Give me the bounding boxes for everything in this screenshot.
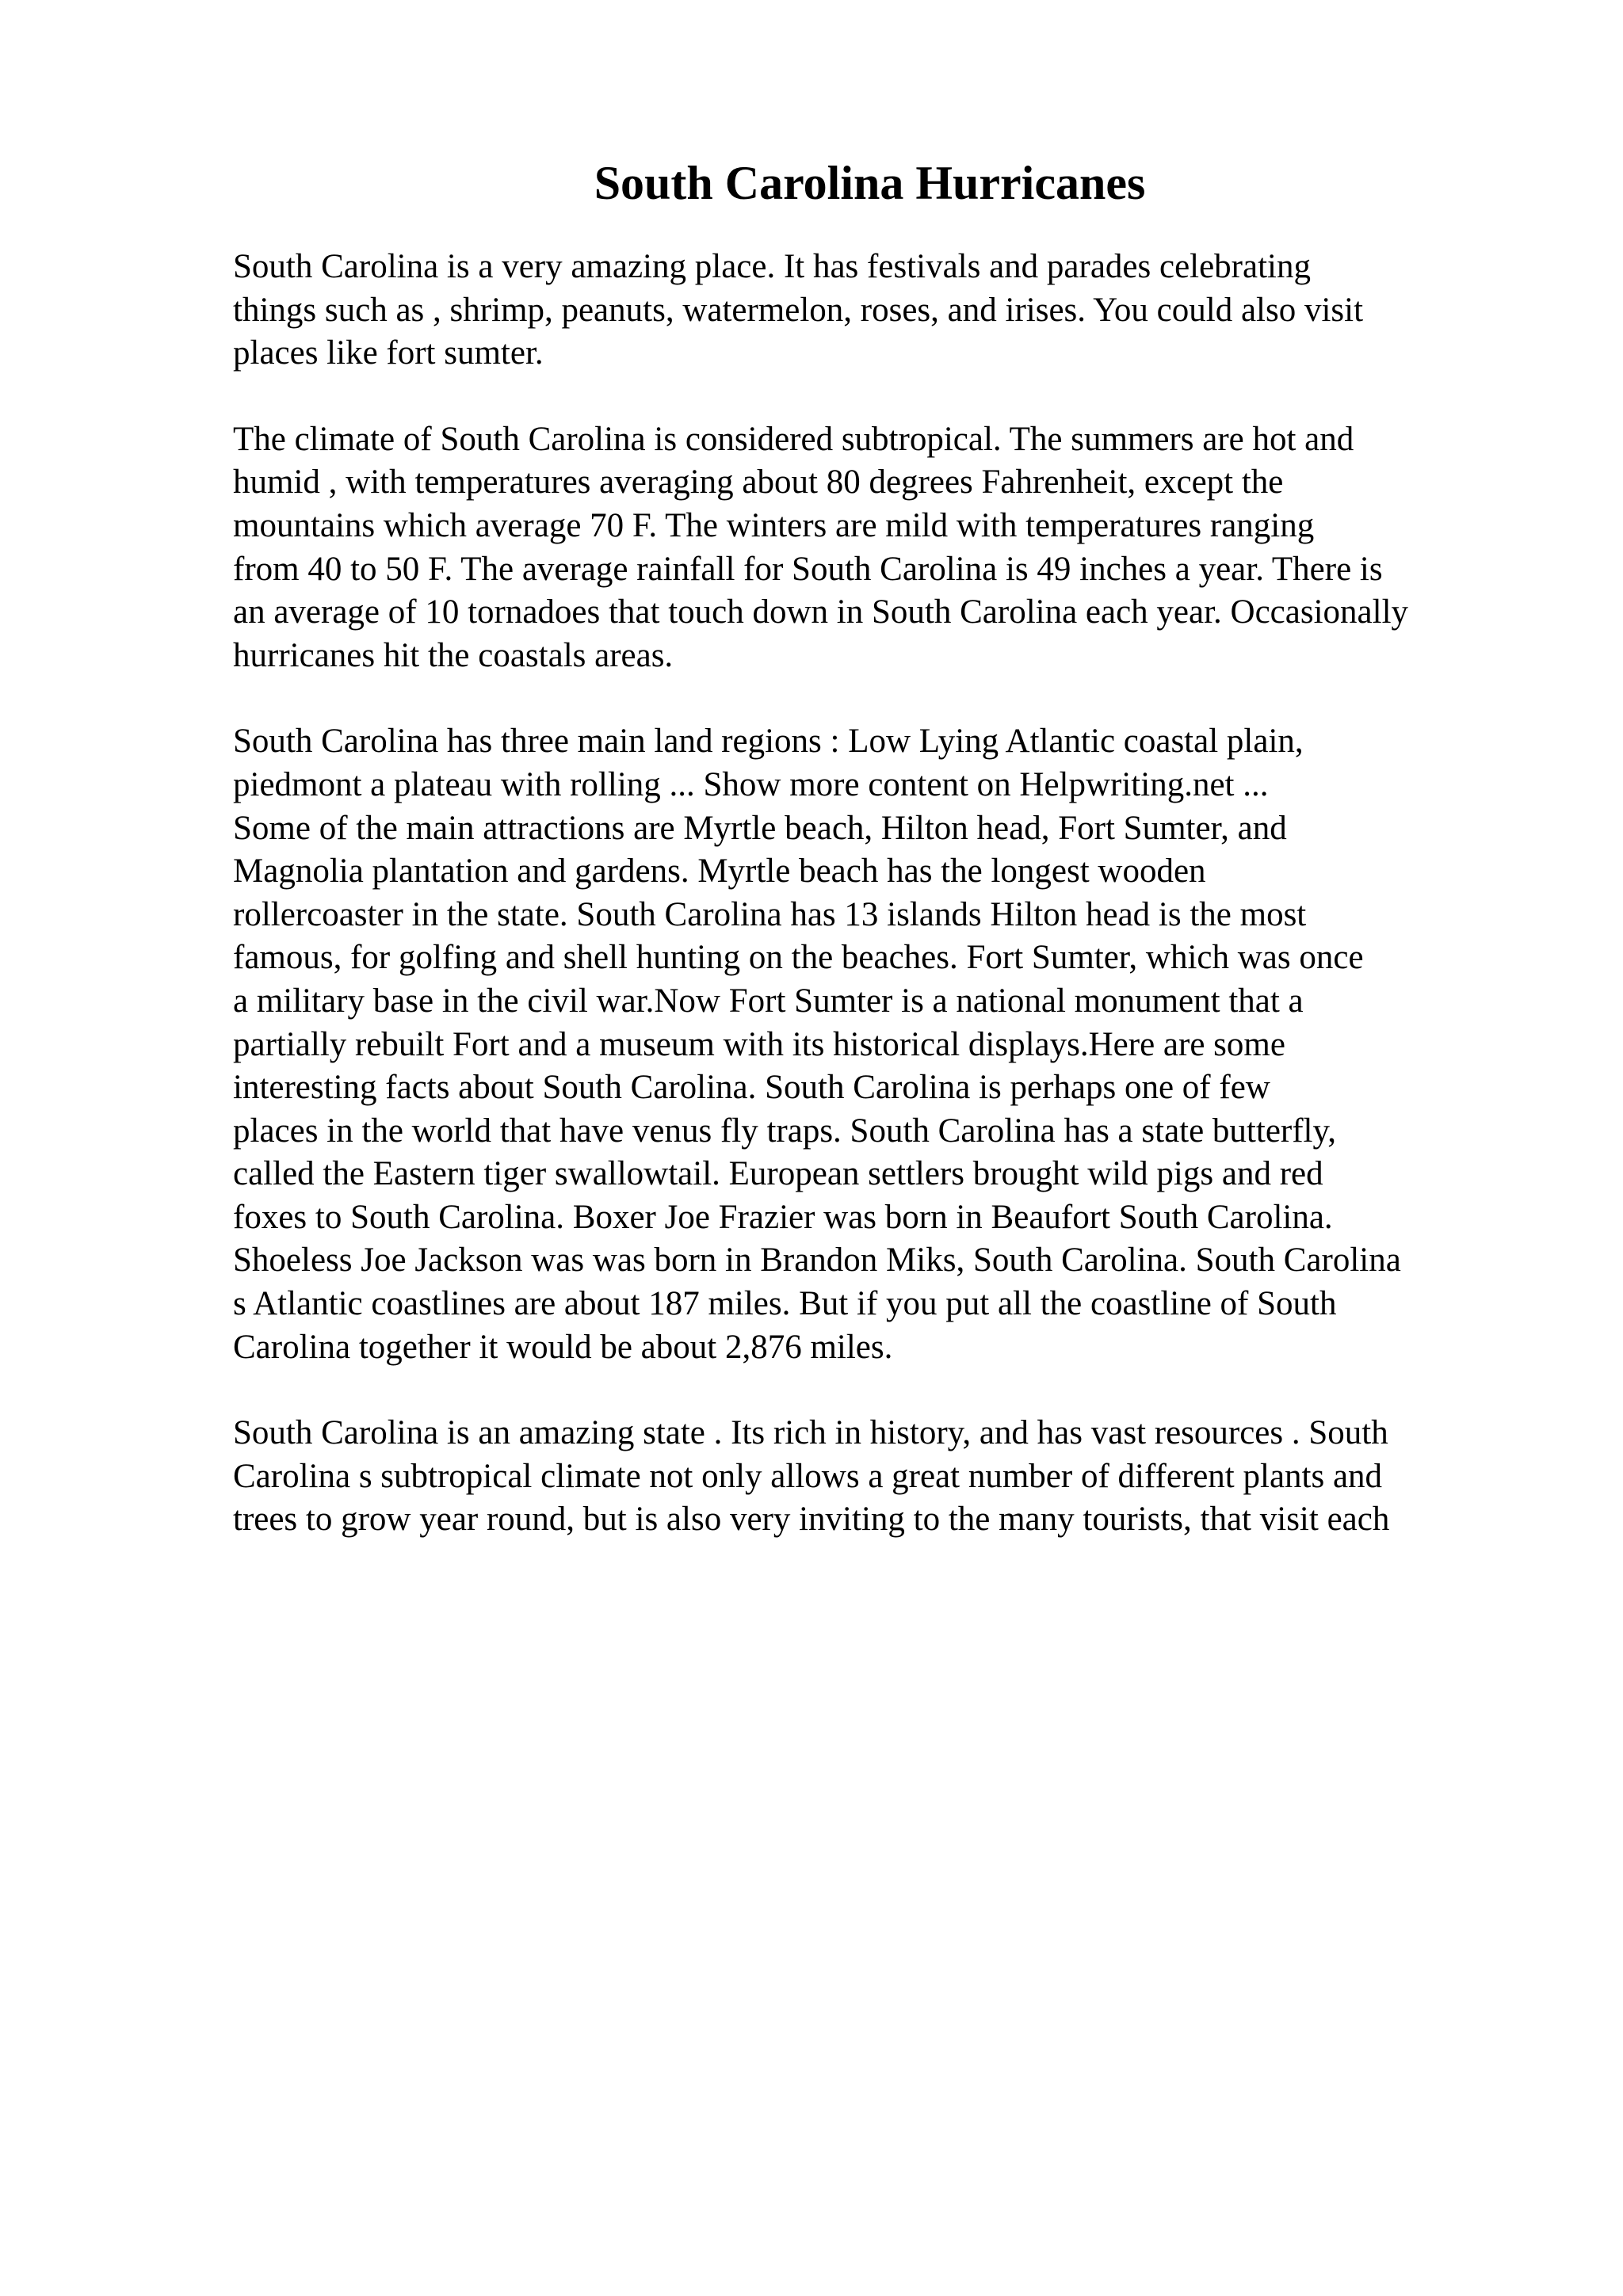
text-line: The climate of South Carolina is considered subtropical. The summers are hot and <box>233 420 1354 458</box>
text-line: Some of the main attractions are Myrtle beach, Hilton head, Fort Sumter, and <box>233 809 1287 847</box>
text-line: Carolina together it would be about 2,876 miles. <box>233 1328 893 1366</box>
text-line: from 40 to 50 F. The average rainfall for South Carolina is 49 inches a year. There is <box>233 550 1383 588</box>
text-line: piedmont a plateau with rolling ... Show more content on Helpwriting.net ... <box>233 765 1269 803</box>
document-title: South Carolina Hurricanes <box>594 157 1146 209</box>
document-body <box>233 246 1623 1585</box>
text-line: trees to grow year round, but is also very inviting to the many tourists, that visit each <box>233 1501 1390 1539</box>
text-line: s Atlantic coastlines are about 187 miles. But if you put all the coastline of South <box>233 1285 1337 1323</box>
text-line: hurricanes hit the coastals areas. <box>233 636 674 674</box>
paragraph-climate <box>233 418 1623 678</box>
text-line: humid , with temperatures averaging about 80 degrees Fahrenheit, except the <box>233 463 1284 502</box>
text-line: Shoeless Joe Jackson was was born in Brandon Miks, South Carolina. South Carolina <box>233 1241 1401 1280</box>
text-line: South Carolina is an amazing state . Its rich in history, and has vast resources . South <box>233 1414 1388 1452</box>
text-line: foxes to South Carolina. Boxer Joe Frazier was born in Beaufort South Carolina. <box>233 1198 1333 1236</box>
paragraph-regions-attractions <box>233 720 1623 1369</box>
text-line: mountains which average 70 F. The winters are mild with temperatures ranging <box>233 506 1315 544</box>
text-line: places like fort sumter. <box>233 334 544 372</box>
text-line: an average of 10 tornadoes that touch down in South Carolina each year. Occasionally <box>233 593 1409 631</box>
text-line: Carolina s subtropical climate not only allows a great number of different plants and <box>233 1457 1383 1495</box>
text-line: famous, for golfing and shell hunting on the beaches. Fort Sumter, which was once <box>233 939 1364 977</box>
text-line: South Carolina has three main land regions : Low Lying Atlantic coastal plain, <box>233 723 1304 761</box>
text-line: things such as , shrimp, peanuts, watermelon, roses, and irises. You could also visit <box>233 291 1364 329</box>
text-line: interesting facts about South Carolina. South Carolina is perhaps one of few <box>233 1069 1270 1107</box>
text-line: a military base in the civil war.Now Fort Sumter is a national monument that a <box>233 982 1304 1020</box>
paragraph-conclusion <box>233 1412 1623 1542</box>
text-line: partially rebuilt Fort and a museum with its historical displays.Here are some <box>233 1025 1285 1063</box>
text-line: Magnolia plantation and gardens. Myrtle beach has the longest wooden <box>233 852 1206 891</box>
text-line: South Carolina is a very amazing place. It has festivals and parades celebrating <box>233 248 1311 285</box>
text-line: rollercoaster in the state. South Carolina has 13 islands Hilton head is the most <box>233 895 1307 933</box>
paragraph-intro <box>233 246 1623 376</box>
text-line: called the Eastern tiger swallowtail. European settlers brought wild pigs and red <box>233 1155 1323 1193</box>
text-line: places in the world that have venus fly traps. South Carolina has a state butterfly, <box>233 1112 1336 1150</box>
